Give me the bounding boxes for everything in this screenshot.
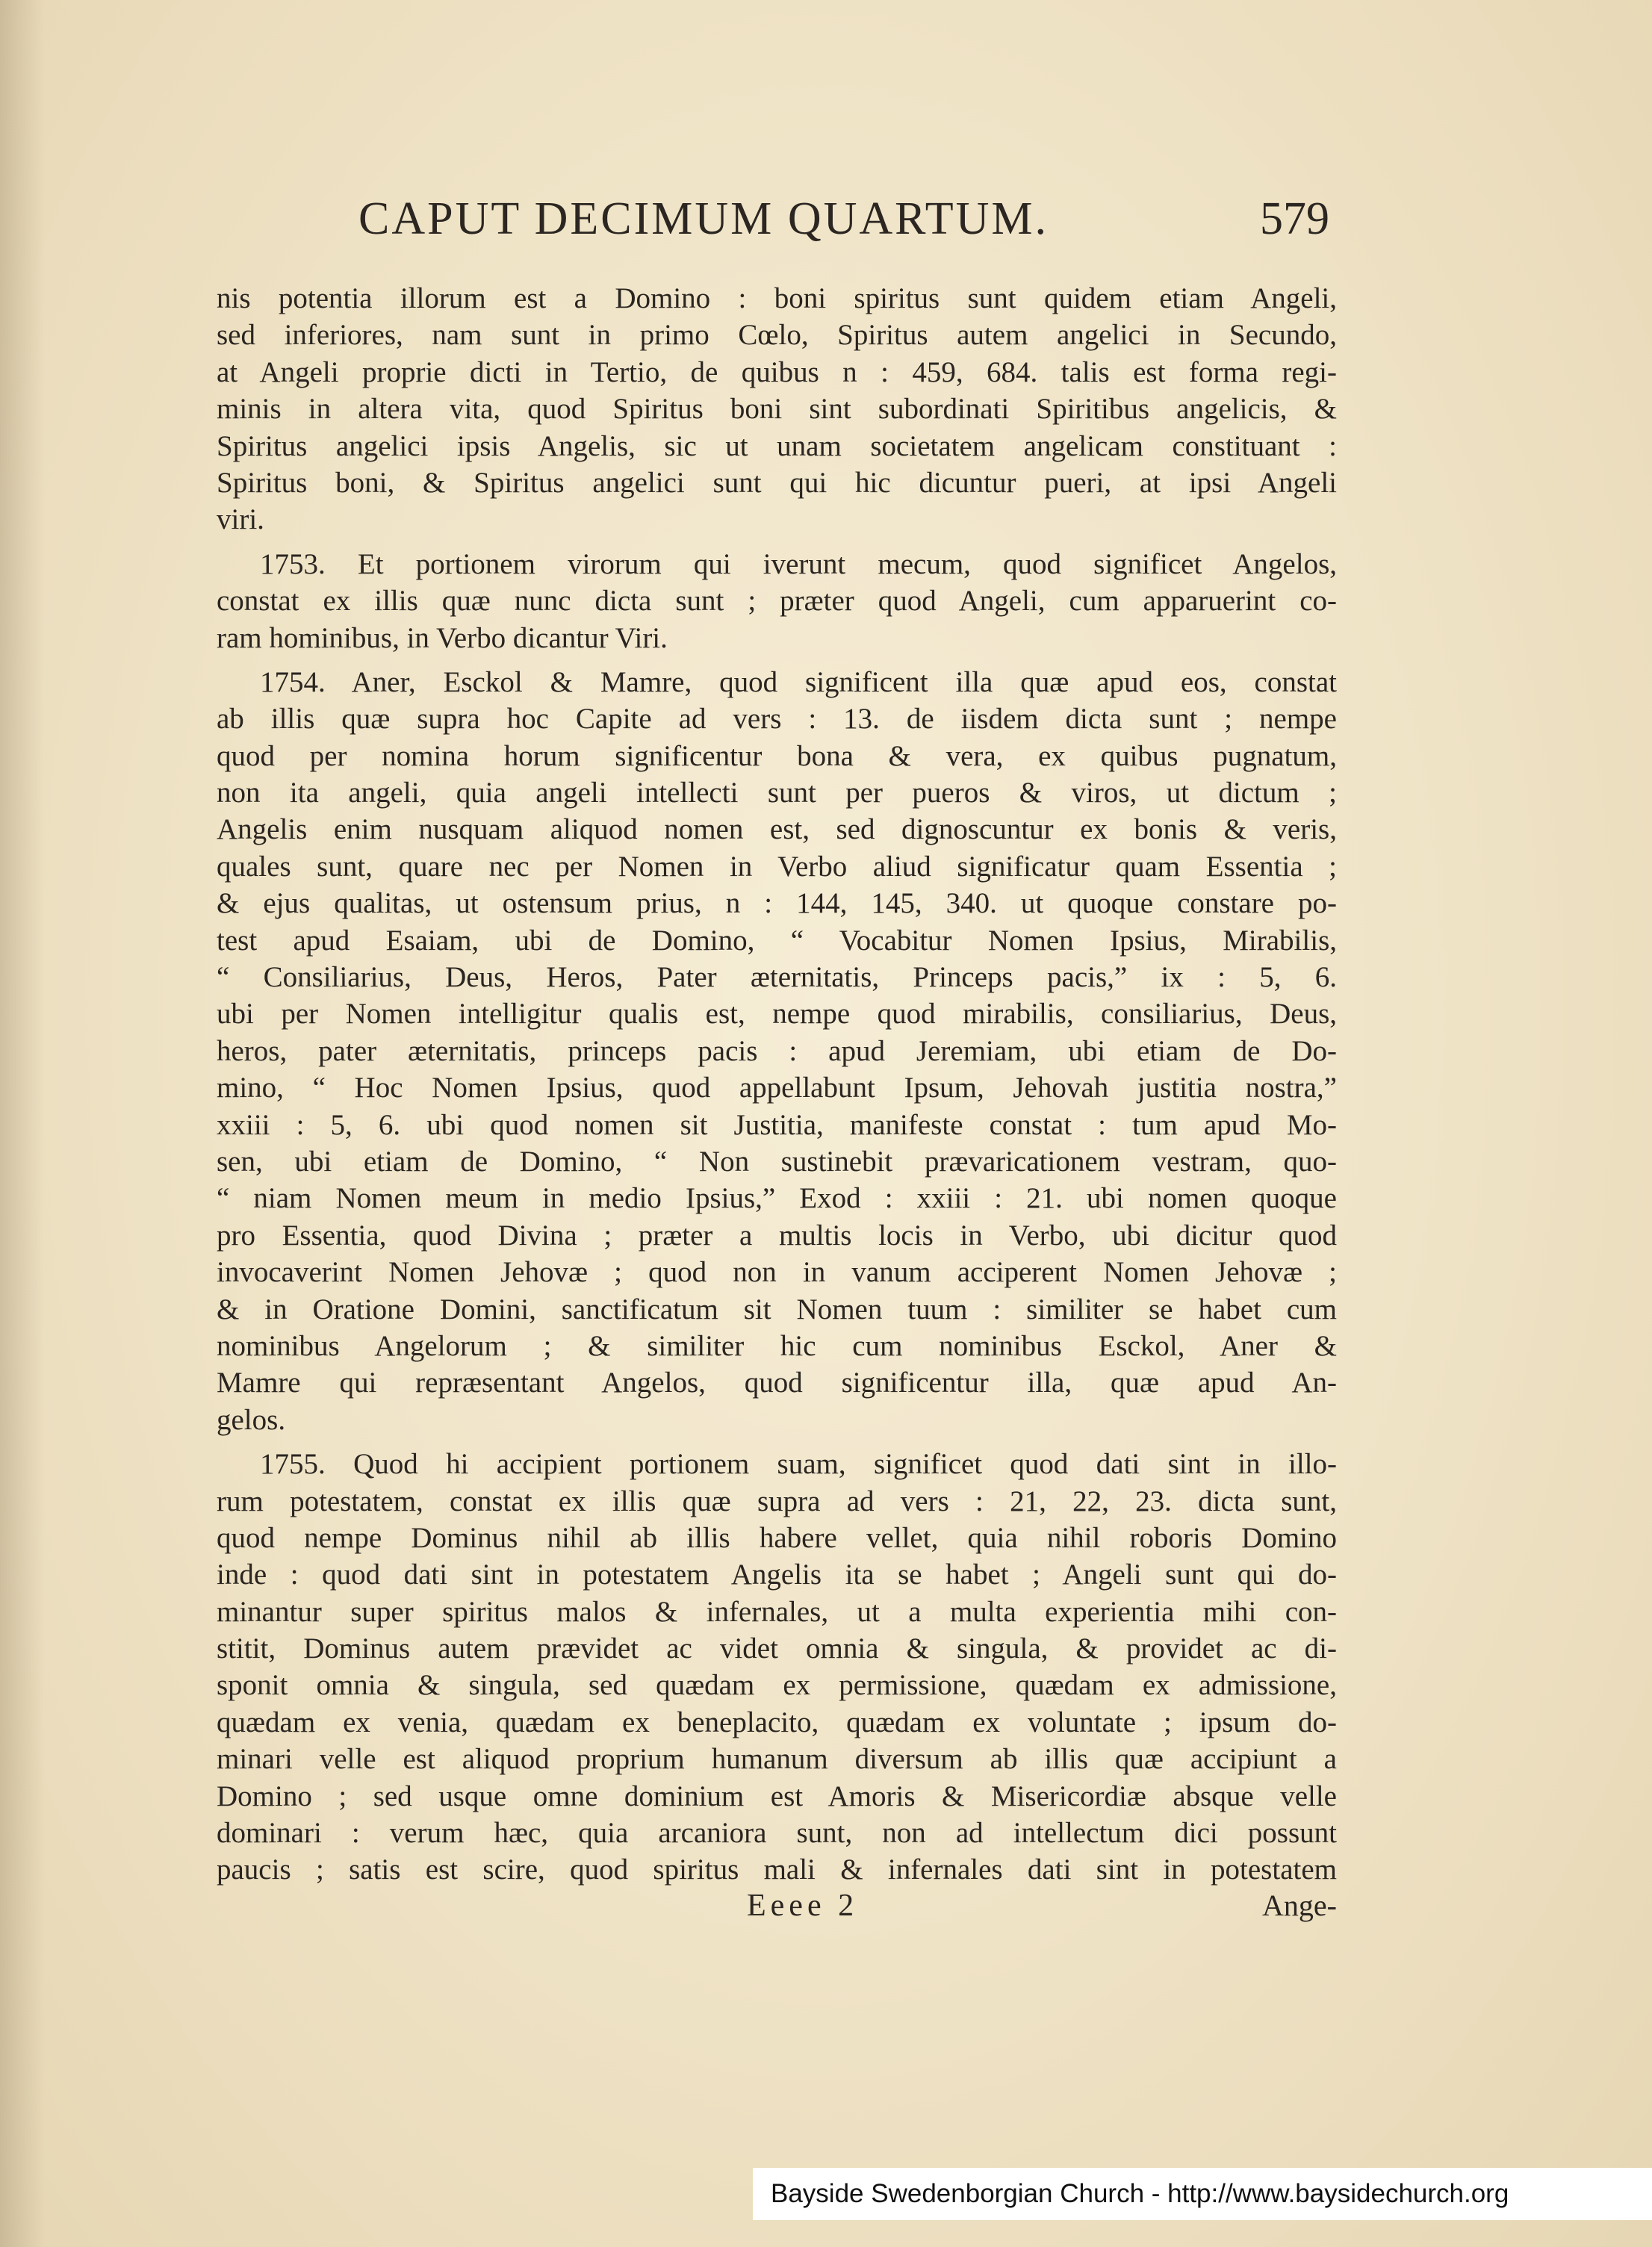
- text-line: & in Oratione Domini, sanctificatum sit Nomen tuum : similiter se habet cum: [217, 1293, 1337, 1325]
- paragraph-1753-start: 1753. Et portionem virorum qui iverunt mecum, quod significet Angelos,: [260, 547, 1337, 580]
- text-line: invocaverint Nomen Jehovæ ; quod non in vanum acciperent Nomen Jehovæ ;: [217, 1256, 1337, 1289]
- text-line: paucis ; satis est scire, quod spiritus mali & infernales dati sint in potestatem: [217, 1853, 1337, 1886]
- text-line: ubi per Nomen intelligitur qualis est, nempe quod mirabilis, consiliarius, Deus,: [217, 998, 1337, 1031]
- text-line: dominari : verum hæc, quia arcaniora sunt, non ad intellectum dici possunt: [217, 1817, 1337, 1850]
- text-line: quædam ex venia, quædam ex beneplacito, quædam ex voluntate ; ipsum do-: [217, 1706, 1337, 1738]
- signature-mark: Eeee 2: [747, 1889, 859, 1923]
- text-line: non ita angeli, quia angeli intellecti sunt per pueros & viros, ut dictum ;: [217, 777, 1337, 809]
- text-line: ram hominibus, in Verbo dicantur Viri.: [217, 621, 668, 654]
- body-text: [217, 280, 1337, 1889]
- text-line: “ Consiliarius, Deus, Heros, Pater æternitatis, Princeps pacis,” ix : 5, 6.: [217, 961, 1337, 994]
- text-line: Angelis enim nusquam aliquod nomen est, sed dignoscuntur ex bonis & veris,: [217, 813, 1337, 846]
- text-line: constat ex illis quæ nunc dicta sunt ; præter quod Angeli, cum apparuerint co-: [217, 585, 1337, 618]
- text-line: viri.: [217, 503, 264, 536]
- paragraph-1755-start: 1755. Quod hi accipient portionem suam, significet quod dati sint in illo-: [260, 1448, 1337, 1481]
- text-line: sponit omnia & singula, sed quædam ex permissione, quædam ex admissione,: [217, 1669, 1337, 1702]
- text-line: xxiii : 5, 6. ubi quod nomen sit Justitia, manifeste constat : tum apud Mo-: [217, 1108, 1337, 1141]
- text-line: nis potentia illorum est a Domino : boni spiritus sunt quidem etiam Angeli,: [217, 282, 1337, 314]
- text-line: test apud Esaiam, ubi de Domino, “ Vocabitur Nomen Ipsius, Mirabilis,: [217, 924, 1337, 957]
- text-line: & ejus qualitas, ut ostensum prius, n : 144, 145, 340. ut quoque constare po-: [217, 887, 1337, 920]
- text-line: minari velle est aliquod proprium humanum diversum ab illis quæ accipiunt a: [217, 1743, 1337, 1776]
- text-line: Spiritus angelici ipsis Angelis, sic ut unam societatem angelicam constituant :: [217, 429, 1337, 462]
- page-footer: [217, 1888, 1337, 1933]
- text-line: Domino ; sed usque omne dominium est Amoris & Misericordiæ absque velle: [217, 1780, 1337, 1812]
- text-line: quales sunt, quare nec per Nomen in Verbo aliud significatur quam Essentia ;: [217, 850, 1337, 883]
- text-line: sed inferiores, nam sunt in primo Cœlo, Spiritus autem angelici in Secundo,: [217, 319, 1337, 352]
- text-line: Mamre qui repræsentant Angelos, quod significentur illa, quæ apud An-: [217, 1367, 1337, 1399]
- text-line: quod per nomina horum significentur bona & vera, ex quibus pugnatum,: [217, 739, 1337, 772]
- text-line: minis in altera vita, quod Spiritus boni sint subordinati Spiritibus angelicis, &: [217, 393, 1337, 426]
- text-line: minantur super spiritus malos & infernales, ut a multa experientia mihi con-: [217, 1595, 1337, 1628]
- running-title: CAPUT DECIMUM QUARTUM.: [358, 193, 1049, 244]
- text-line: “ niam Nomen meum in medio Ipsius,” Exod : xxiii : 21. ubi nomen quoque: [217, 1182, 1337, 1215]
- text-line: Spiritus boni, & Spiritus angelici sunt qui hic dicuntur pueri, at ipsi Angeli: [217, 466, 1337, 499]
- text-line: mino, “ Hoc Nomen Ipsius, quod appellabunt Ipsum, Jehovah justitia nostra,”: [217, 1072, 1337, 1104]
- text-line: heros, pater æternitatis, princeps pacis : apud Jeremiam, ubi etiam de Do-: [217, 1034, 1337, 1067]
- catchword: Ange-: [1262, 1889, 1337, 1922]
- text-line: pro Essentia, quod Divina ; præter a multis locis in Verbo, ubi dicitur quod: [217, 1219, 1337, 1252]
- text-line: quod nempe Dominus nihil ab illis habere vellet, quia nihil roboris Domino: [217, 1521, 1337, 1554]
- paragraph-1754-start: 1754. Aner, Esckol & Mamre, quod significent illa quæ apud eos, constat: [260, 665, 1337, 698]
- text-line: sen, ubi etiam de Domino, “ Non sustinebit prævaricationem vestram, quo-: [217, 1145, 1337, 1178]
- text-line: nominibus Angelorum ; & similiter hic cum nominibus Esckol, Aner &: [217, 1329, 1337, 1362]
- text-line: at Angeli proprie dicti in Tertio, de quibus n : 459, 684. talis est forma regi-: [217, 355, 1337, 388]
- page-number: 579: [1260, 193, 1329, 244]
- text-line: inde : quod dati sint in potestatem Angelis ita se habet ; Angeli sunt qui do-: [217, 1558, 1337, 1591]
- text-line: rum potestatem, constat ex illis quæ supra ad vers : 21, 22, 23. dicta sunt,: [217, 1485, 1337, 1517]
- spine-shadow: [0, 0, 45, 2247]
- text-line: stitit, Dominus autem prævidet ac videt omnia & singula, & providet ac di-: [217, 1632, 1337, 1665]
- page-header: [358, 193, 1344, 260]
- watermark-banner: Bayside Swedenborgian Church - http://www.baysidechurch.org: [753, 2168, 1652, 2220]
- text-line: ab illis quæ supra hoc Capite ad vers : 13. de iisdem dicta sunt ; nempe: [217, 703, 1337, 736]
- text-line: gelos.: [217, 1403, 286, 1436]
